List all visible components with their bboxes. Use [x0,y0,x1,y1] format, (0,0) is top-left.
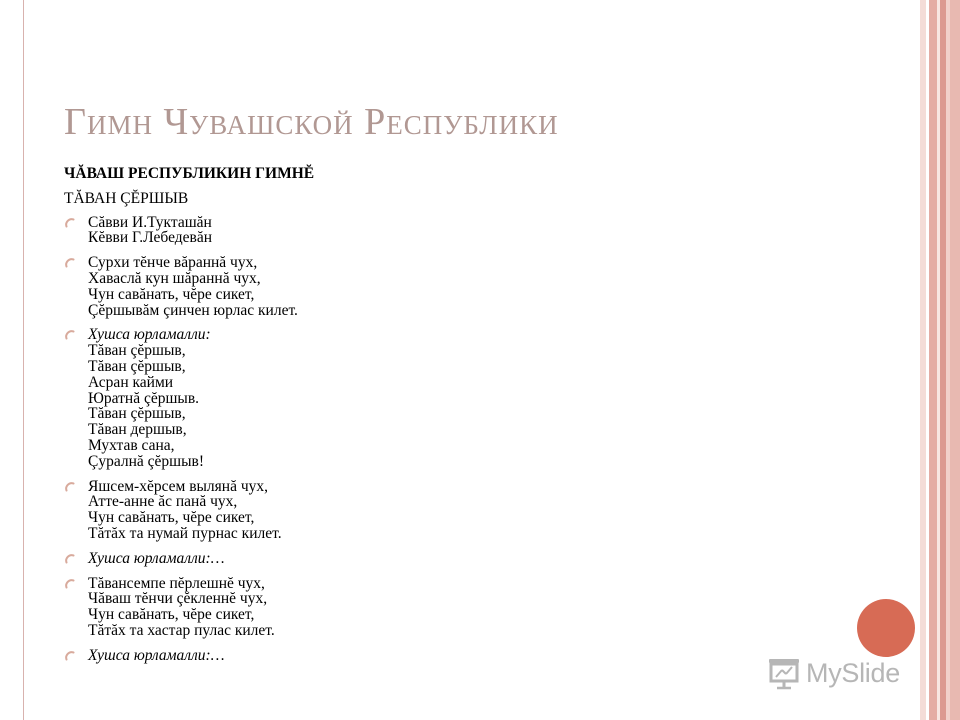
verse-line: Сăвви И.Тукташăн [88,213,212,231]
bullet-icon [65,554,75,564]
verse-line: Юратнă çĕршыв. [88,389,200,407]
decorative-circle [857,599,915,657]
verse-line: Тăтăх та хастар пулас килет. [88,621,275,639]
verse-line: Тăван çĕршыв, [88,405,186,423]
verse-line: Атте-анне ăс панă чух, [88,493,238,511]
bullet-icon [65,579,75,589]
bullet-icon [65,482,75,492]
verse-line: Чун савăнать, чĕре сикет, [88,509,255,527]
verse-line: Хаваслă кун шăраннă чух, [88,269,261,287]
verse-item [64,327,824,469]
anthem-title: ЧĂВАШ РЕСПУБЛИКИН ГИМНĔ [64,165,315,182]
verse-item [64,215,824,247]
verse-item [64,648,824,664]
verse-line: Хушса юрламалли:… [88,549,225,567]
slide-content [64,166,824,673]
verse-line: Асран кайми [88,373,174,391]
verse-line: Тăван çĕршыв, [88,357,186,375]
verse-line: Яшсем-хĕрсем вылянă чух, [88,477,269,495]
verse-line: Тăвансемпе пĕрлешнĕ чух, [88,574,265,592]
verse-line: Çуралнă çĕршыв! [88,452,204,470]
verse-line: Чун савăнать, чĕре сикет, [88,606,255,624]
bullet-icon [65,218,75,228]
verse-list [64,215,824,664]
decorative-stripes [920,0,960,720]
verse-line: Кĕвви Г.Лебедевăн [88,229,213,247]
bullet-icon [65,258,75,268]
anthem-subtitle: ТĂВАН ÇĔРШЫВ [64,189,189,207]
watermark-logo [766,655,900,691]
verse-line: Чун савăнать, чĕре сикет, [88,285,255,303]
projector-screen-icon [766,656,802,690]
verse-item [64,479,824,542]
verse-line: Тăтăх та нумай пурнас килет. [88,524,282,542]
watermark-text: MySlide [806,657,900,688]
verse-item [64,576,824,639]
verse-line: Тăван çĕршыв, [88,342,186,360]
verse-item [64,255,824,318]
verse-line: Хушса юрламалли: [88,326,211,344]
verse-line: Сурхи тĕнче вăраннă чух, [88,254,258,272]
verse-line: Çĕршывăм çинчен юрлас килет. [88,301,298,319]
left-frame [0,0,24,720]
verse-line: Мухтав сана, [88,436,175,454]
left-frame-line [23,0,24,720]
verse-line: Хушса юрламалли:… [88,646,225,664]
verse-item [64,551,824,567]
bullet-icon [65,330,75,340]
verse-line: Чăваш тĕнчи çĕкленнĕ чух, [88,590,268,608]
slide-title: Гимн Чувашской Республики [64,101,559,143]
verse-line: Тăван дершыв, [88,421,187,439]
bullet-icon [65,651,75,661]
